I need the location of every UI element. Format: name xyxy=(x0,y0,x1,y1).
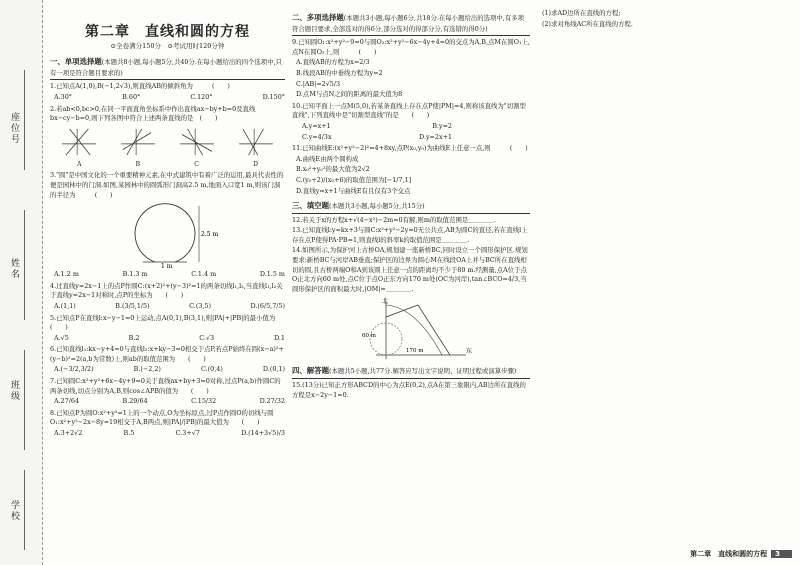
binding-strip xyxy=(0,0,43,565)
class-label: 班级 xyxy=(9,380,19,402)
question-4-options: A.(1,1) B.(3/5,1/5) C.(3,5) D.(6/5,7/5) xyxy=(54,301,285,310)
distance-60-label: 60 m xyxy=(362,333,376,340)
graph-d xyxy=(237,127,275,157)
question-8: 8.已知点P为圆O:x²+y²=1上的一个动点,O为坐标原点,过P点作圆O的切线与圆O₁:x²+y²−2x−8y=19相交于A,B两点,则|PA|/|PB|的最大值为 ( ) xyxy=(50,408,274,427)
question-5-options: A.√5 B.2 C.√3 D.1 xyxy=(54,333,285,342)
door-width-label: 1 m xyxy=(160,263,172,269)
question-14: 14.如图所示,为保护河上古桥OA,规划建一座新桥BC,同时设立一个圆形保护区.规划要求:新桥BC与河岸AB垂直;保护区的边界为圆心M在线段OA上并与BC所在直线相切的圆,且古桥两端O和A到该圆上任意一点的距离均不少于80 m.经测量,点A位于点O正北方向60 m处,点C位于点O正东方向170 m处(OC为河岸),tan∠BCO=4/3,当圆形保护区的面积最大时,|OM|=＿＿＿＿. xyxy=(292,246,528,293)
question-13: 13.已知直线l:y=kx+3与圆C:x²+y²−2y=0无公共点,AB为圆C的直径,若在直线l上存在点P使得PA·PB=1,则直线l的斜率k的取值范围是＿＿＿＿. xyxy=(292,226,528,244)
graph-a xyxy=(60,127,98,157)
section-1-heading: 一、单项选择题(本题共8小题,每小题5分,共40分.在每小题给出的四个选项中,只有一项是符合题目要求的) xyxy=(50,57,285,80)
question-11: 11.已知曲线E:(x²+y²−2)²=4+8xy,点P(x₀,y₀)为曲线E上任意一点,则 ( ) xyxy=(292,144,528,153)
question-15-part-1: (1)求AD边所在直线的方程; xyxy=(542,9,621,17)
question-1: 1.已知点A(1,0),B(−1,2√3),则直线AB的倾斜角为 ( ) xyxy=(50,82,230,91)
question-5: 5.已知点P在直线l:x−y−1=0上运动,点A(0,1),B(3,1),则|PA|+|PB|的最小值为 ( ) xyxy=(50,313,295,332)
school-label: 学校 xyxy=(9,500,19,522)
question-7: 7.已知圆C:x²+y²+6x−4y+9=0关于直线ax+by+3=0对称,过点P(a,b)作圆C的两条切线,切点分别为A,B,则cos∠APB的值为 ( ) xyxy=(50,377,281,395)
question-4: 4.过直线y=2x−1上的点P作圆C:(x+2)²+(y−3)²=1的两条切线l₁,l₂,当直线l₁,l₂关于直线y=2x−1对称时,点P的坐标为 ( ) xyxy=(50,281,283,300)
question-15-part-2: (2)求对角线AC所在直线的方程. xyxy=(542,19,633,28)
door-figure xyxy=(50,202,285,268)
question-3: 3."圆"是中国文化的一个重要精神元素,在中式建筑中有着广泛的运用,最具代表性的便是园林中的门洞.如图,某园林中的圆弧形门洞高2.5 m,地面入口宽1 m,则该门洞的半径为 ( ) xyxy=(50,171,284,199)
bridge-figure xyxy=(292,297,530,361)
section-3-heading: 三、填空题(本题共3小题,每小题5分,共15分) xyxy=(292,201,530,214)
distance-170-label: 170 m xyxy=(406,348,424,355)
question-3-options: A.1.2 m B.1.3 m C.1.4 m D.1.5 m xyxy=(54,270,285,279)
question-2: 2.若ab<0,bc>0,在同一平面直角坐标系中作出直线ax−by+b=0及直线bx−cy−b=0,则下列各图中符合上述两条直线的是 ( ) xyxy=(50,104,256,123)
question-2-captions: A B C D xyxy=(77,160,258,168)
question-11-options: A.曲线E由两个圆构成 B.x₀²+y₀²的最大值为2√2 C.(y₀+2)/(x₀+6)的取值范围为[−1/7,1] D.直线y=x+1与曲线E有且仅有3个交点 xyxy=(296,154,412,195)
question-10-options: A.y=x+1 B.y=2 C.y=4/3x D.y=2x+1 xyxy=(302,121,452,141)
column-1 xyxy=(50,8,295,441)
question-8-options: A.3+2√2 B.5 C.3+√7 D.(14+3√5)/3 xyxy=(54,429,285,438)
section-4-heading: 四、解答题(本题共5小题,共77分.解答应写出文字说明、证明过程或演算步骤) xyxy=(292,366,530,379)
column-3 xyxy=(542,8,792,30)
north-label: 北 xyxy=(382,298,389,306)
east-label: 东 xyxy=(466,348,473,356)
footer-chapter: 第二章 直线和圆的方程 xyxy=(690,550,768,558)
question-10: 10.已知平面上一点M(5,0),若某条直线上存在点P使|PM|=4,则称该直线为"切割型直线",下列直线中是"切割型直线"的是 ( ) xyxy=(292,101,526,120)
exam-subtitle: ⊙全卷满分150分 ⊙考试用时120分钟 xyxy=(110,41,225,50)
graph-c xyxy=(178,127,216,157)
graph-b xyxy=(119,127,157,157)
name-label: 姓名 xyxy=(9,258,19,280)
page-footer xyxy=(690,549,792,559)
question-7-options: A.27/64 B.29/64 C.15/32 D.27/32 xyxy=(54,397,285,406)
question-15: 15.(13分)已知正方形ABCD的中心为点E(0,2),点A在第三象限内,AB边所在直线的方程是x−2y−1=0. xyxy=(292,381,526,399)
question-9: 9.已知圆O₁:x²+y²−9=0与圆O₂:x²+y²−6x−4y+4=0的交点为A,B,点M在圆O₁上,点N在圆O₂上,则 ( ) xyxy=(292,38,530,56)
page-number: 3 xyxy=(771,550,792,558)
seat-label: 座位号 xyxy=(9,112,19,145)
question-1-options: A.30° B.60° C.120° D.150° xyxy=(54,92,285,101)
question-9-options: A.直线AB的方程为x=2/3 B.线段AB的中垂线方程为y=2 C.|AB|=2√5/3 D.点M与点N之间的距离的最大值为8 xyxy=(296,58,403,99)
section-2-heading: 二、多项选择题(本题共3小题,每小题6分,共18分.在每小题给出的选项中,有多项符合题目要求,全部选对的得6分,部分选对的得部分分,有选错的得0分) xyxy=(292,13,530,36)
page-title: 第二章 直线和圆的方程 xyxy=(85,24,250,40)
question-6-options: A.(−3/2,3/2) B.(−2,2) C.(0,4) D.(0,1) xyxy=(54,365,285,374)
column-2 xyxy=(292,8,530,401)
question-12: 12.若关于x的方程x+√(4−x²)−2m=0有解,则m的取值范围是＿＿＿＿. xyxy=(292,215,496,224)
door-height-label: 2.5 m xyxy=(200,231,218,239)
question-2-figures xyxy=(50,127,285,157)
question-6: 6.已知直线l₁:kx−y+4=0与直线l₂:x+ky−3=0相交于点P,若点P始终在圆(x−a)²+(y−b)²=2(a,b为常数)上,则ab的取值范围为 ( ) xyxy=(50,345,284,363)
